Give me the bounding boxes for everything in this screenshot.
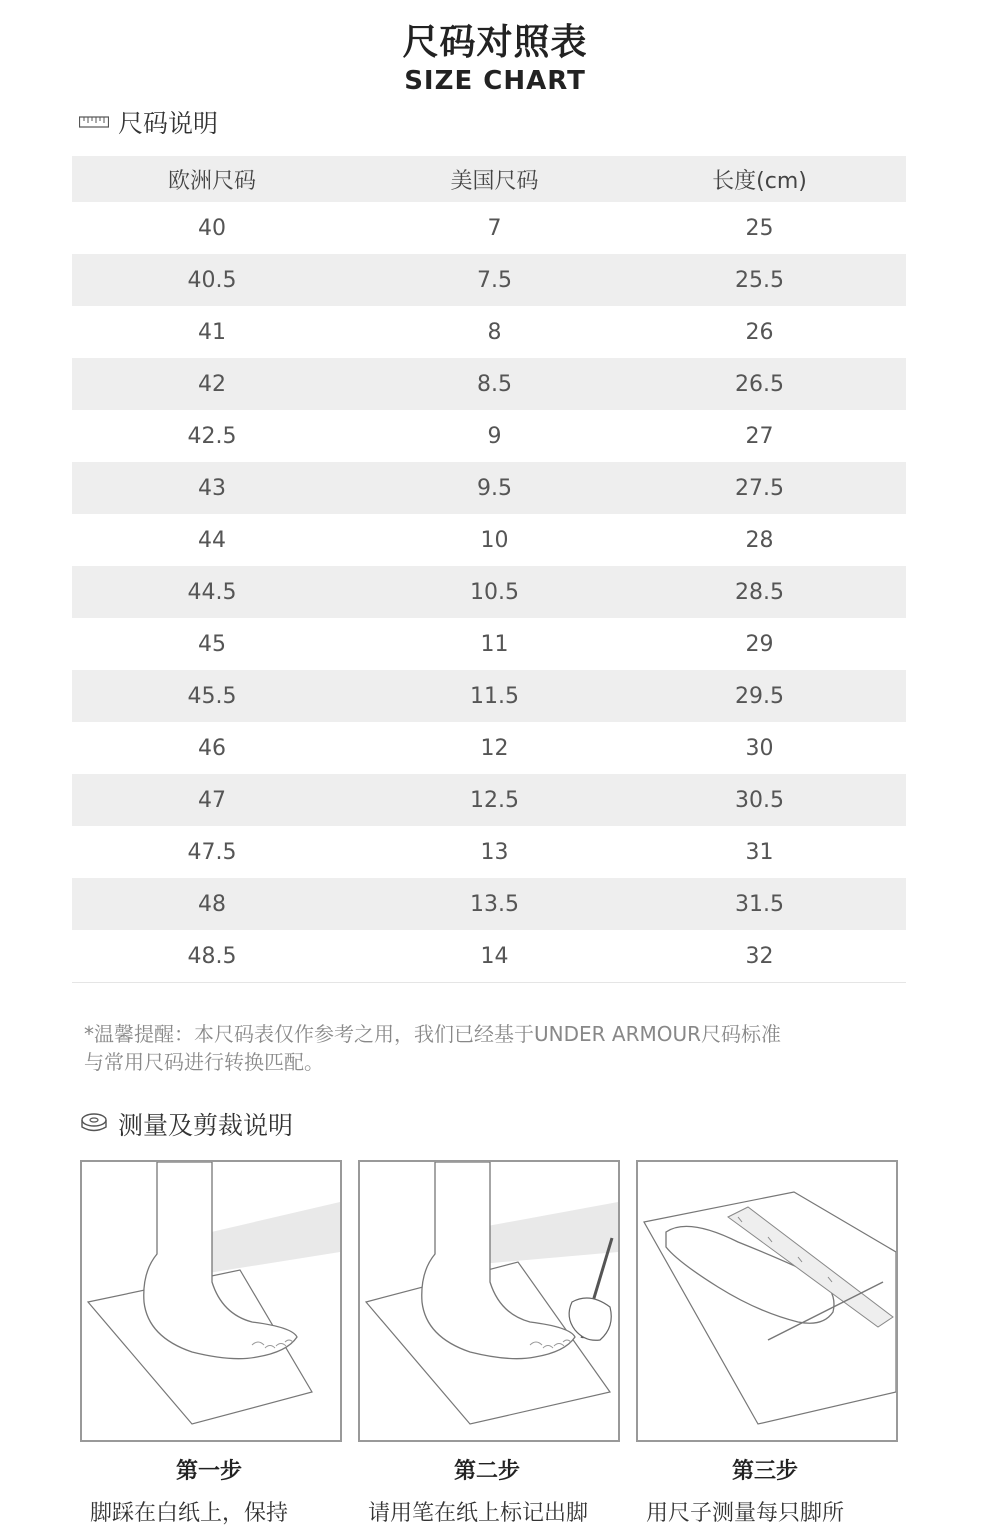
table-cell: 10 [480,527,509,553]
table-row [72,462,906,514]
table-cell: 26 [745,319,774,345]
table-cell: 25.5 [735,267,784,293]
column-header: 美国尺码 [450,168,539,194]
table-cell: 10.5 [470,579,519,605]
size-section-title: 尺码说明 [118,109,219,138]
table-cell: 40 [198,215,226,241]
size-table [72,156,906,983]
table-cell: 44.5 [187,579,237,605]
measure-section-header [78,1106,293,1142]
step-1-illustration [80,1160,342,1442]
size-note-line: *温馨提醒：本尺码表仅作参考之用，我们已经基于UNDER ARMOUR尺码标准 [84,1022,782,1046]
table-cell: 9 [487,423,502,449]
page-subtitle: SIZE CHART [404,66,586,96]
table-row [72,566,906,618]
table-cell: 30 [745,735,774,761]
table-cell: 48.5 [187,943,237,969]
table-cell: 46 [198,735,226,761]
step-3-title: 第三步 [731,1459,798,1484]
tape-measure-icon [78,1114,110,1134]
table-cell: 29.5 [735,683,784,709]
table-header-row [72,156,906,202]
size-section-header [78,104,218,140]
table-cell: 45 [198,631,226,657]
table-cell: 42.5 [187,423,237,449]
table-row [72,254,906,306]
table-cell: 7 [487,215,502,241]
table-row [72,670,906,722]
table-cell: 9.5 [477,475,512,501]
table-cell: 13.5 [470,891,519,917]
table-row [72,930,906,982]
table-cell: 27 [745,423,774,449]
table-cell: 12 [480,735,509,761]
table-cell: 41 [198,319,226,345]
size-note [84,1020,904,1076]
step-3-illustration [636,1160,898,1442]
table-cell: 26.5 [735,371,784,397]
measure-section-title: 测量及剪裁说明 [118,1111,294,1140]
table-cell: 44 [198,527,226,553]
table-cell: 8 [487,319,502,345]
table-row [72,202,906,254]
measure-steps [80,1160,898,1440]
table-row [72,514,906,566]
page-title: 尺码对照表 [402,22,588,63]
table-cell: 27.5 [735,475,784,501]
step-3-description: 用尺子测量每只脚所 [646,1501,845,1526]
step-1-description: 脚踩在白纸上，保持 [90,1501,289,1526]
step-2-description: 请用笔在纸上标记出脚 [368,1501,589,1526]
table-cell: 30.5 [735,787,784,813]
table-row [72,722,906,774]
table-cell: 47 [198,787,226,813]
table-cell: 8.5 [477,371,512,397]
column-header: 长度(cm) [712,168,807,194]
table-cell: 31.5 [735,891,784,917]
table-row [72,774,906,826]
table-cell: 43 [198,475,226,501]
table-divider [72,982,906,983]
table-cell: 40.5 [187,267,237,293]
table-cell: 31 [745,839,774,865]
size-note-line: 与常用尺码进行转换匹配。 [84,1050,324,1074]
table-cell: 28.5 [735,579,784,605]
table-cell: 45.5 [187,683,237,709]
table-cell: 28 [745,527,774,553]
table-row [72,826,906,878]
table-cell: 11 [480,631,509,657]
ruler-icon [78,112,110,132]
step-2-title: 第二步 [453,1459,520,1484]
table-cell: 47.5 [187,839,237,865]
table-row [72,410,906,462]
table-cell: 14 [480,943,509,969]
table-cell: 48 [198,891,226,917]
table-cell: 13 [480,839,509,865]
table-cell: 12.5 [470,787,519,813]
table-row [72,618,906,670]
step-2-illustration [358,1160,620,1442]
step-1-title: 第一步 [175,1459,242,1484]
table-cell: 11.5 [470,683,519,709]
table-row [72,878,906,930]
table-cell: 42 [198,371,226,397]
table-cell: 32 [745,943,774,969]
table-cell: 25 [745,215,774,241]
table-cell: 7.5 [477,267,512,293]
column-header: 欧洲尺码 [167,168,256,194]
table-row [72,306,906,358]
table-cell: 29 [745,631,774,657]
table-row [72,358,906,410]
